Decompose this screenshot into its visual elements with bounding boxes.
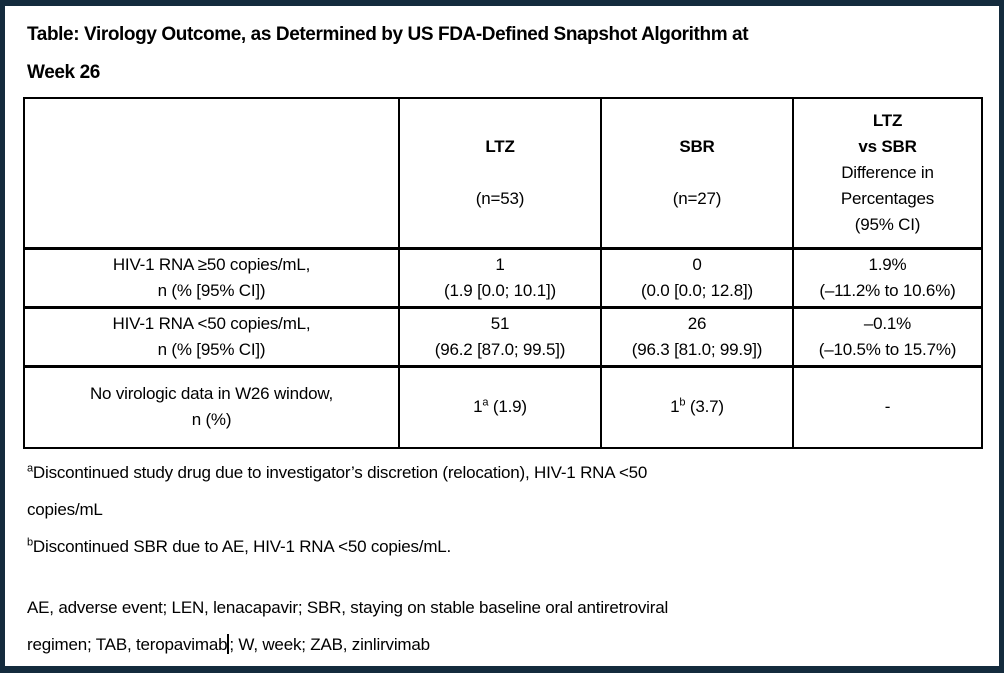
- sbr-n-value: 26: [687, 313, 707, 333]
- ltz-n-value: 1: [473, 397, 483, 417]
- footnote-b-reference: b: [679, 396, 686, 409]
- column-header-sbr: [601, 98, 793, 248]
- table-title-line2: Week 26: [27, 62, 100, 83]
- difference-value-cell: [793, 248, 982, 307]
- difference-value-cell: [793, 307, 982, 366]
- column-header-empty: [24, 98, 399, 248]
- header-spacer: [404, 160, 596, 186]
- row-label-cell: [24, 307, 399, 366]
- diff-pct-value: 1.9%: [868, 254, 907, 274]
- ltz-n-value: 1: [495, 254, 505, 274]
- ltz-value-cell: [399, 307, 601, 366]
- abbreviations-line2: [27, 626, 999, 663]
- diff-header-line5: (95% CI): [854, 214, 921, 234]
- footnote-a-line2: [27, 491, 999, 528]
- table-row-rna-lt50: [24, 307, 982, 366]
- ltz-header-title: LTZ: [485, 136, 515, 156]
- row-label-line2: n (%): [191, 410, 232, 430]
- ltz-pct-value: (1.9): [488, 397, 527, 417]
- diff-header-line2: vs SBR: [858, 136, 917, 156]
- footnote-b-marker: b: [27, 536, 33, 549]
- footnote-a-text: Discontinued study drug due to investigator’s discretion (relocation), HIV-1 RNA <50: [32, 463, 648, 482]
- footnote-a-reference: a: [482, 396, 489, 409]
- footnotes-block: [27, 454, 999, 565]
- abbreviations-before-cursor: regimen; TAB, teropavimab: [27, 635, 228, 654]
- table-row-no-data: [24, 366, 982, 448]
- difference-value-cell: [793, 366, 982, 448]
- row-label-line2: n (% [95% CI]): [157, 280, 266, 300]
- table-row-rna-ge50: [24, 248, 982, 307]
- abbreviations-after-cursor: ; W, week; ZAB, zinlirvimab: [229, 635, 430, 654]
- column-header-ltz: [399, 98, 601, 248]
- column-header-difference: [793, 98, 982, 248]
- diff-header-line3: Difference in: [841, 162, 934, 182]
- sbr-value-cell: [601, 307, 793, 366]
- row-label-line2: n (% [95% CI]): [157, 339, 266, 359]
- ltz-value-cell: [399, 248, 601, 307]
- sbr-value-cell: [601, 366, 793, 448]
- sbr-ci-value: (0.0 [0.0; 12.8]): [641, 280, 753, 300]
- footnote-b-line: [27, 528, 999, 565]
- row-label-cell: [24, 248, 399, 307]
- diff-ci-value: (–10.5% to 15.7%): [818, 339, 957, 359]
- row-label-line1: No virologic data in W26 window,: [89, 384, 334, 404]
- diff-pct-value: –0.1%: [863, 313, 912, 333]
- virology-outcome-table: [23, 97, 983, 449]
- sbr-pct-value: (3.7): [685, 397, 724, 417]
- header-spacer: [606, 160, 788, 186]
- sbr-header-title: SBR: [679, 136, 715, 156]
- sbr-value-cell: [601, 248, 793, 307]
- ltz-value-cell: [399, 366, 601, 448]
- footnote-a-marker: a: [27, 462, 33, 475]
- diff-ci-value: (–11.2% to 10.6%): [819, 280, 956, 300]
- diff-dash-value: -: [884, 397, 891, 417]
- sbr-n-value: 1: [670, 397, 680, 417]
- table-header-row: [24, 98, 982, 248]
- table-title: [27, 16, 999, 92]
- diff-header-line1: LTZ: [872, 110, 903, 130]
- footnote-a-continued: copies/mL: [27, 500, 103, 519]
- abbreviations-line1: AE, adverse event; LEN, lenacapavir; SBR, staying on stable baseline oral antiretroviral: [27, 598, 669, 617]
- ltz-ci-value: (96.2 [87.0; 99.5]): [434, 339, 566, 359]
- row-label-cell: [24, 366, 399, 448]
- ltz-n-value: 51: [490, 313, 510, 333]
- row-label-line1: HIV-1 RNA ≥50 copies/mL,: [112, 254, 311, 274]
- sbr-ci-value: (96.3 [81.0; 99.9]): [631, 339, 763, 359]
- footnote-a-line1: [27, 454, 999, 491]
- sbr-header-n: (n=27): [672, 188, 722, 208]
- diff-header-line4: Percentages: [840, 188, 935, 208]
- ltz-header-n: (n=53): [475, 188, 525, 208]
- footnote-b-text: Discontinued SBR due to AE, HIV-1 RNA <50 copies/mL.: [32, 537, 452, 556]
- ltz-ci-value: (1.9 [0.0; 10.1]): [444, 280, 556, 300]
- row-label-line1: HIV-1 RNA <50 copies/mL,: [112, 313, 311, 333]
- sbr-n-value: 0: [692, 254, 702, 274]
- abbreviations-block[interactable]: [27, 589, 999, 663]
- table-title-line1: Table: Virology Outcome, as Determined by US FDA-Defined Snapshot Algorithm at: [27, 24, 749, 45]
